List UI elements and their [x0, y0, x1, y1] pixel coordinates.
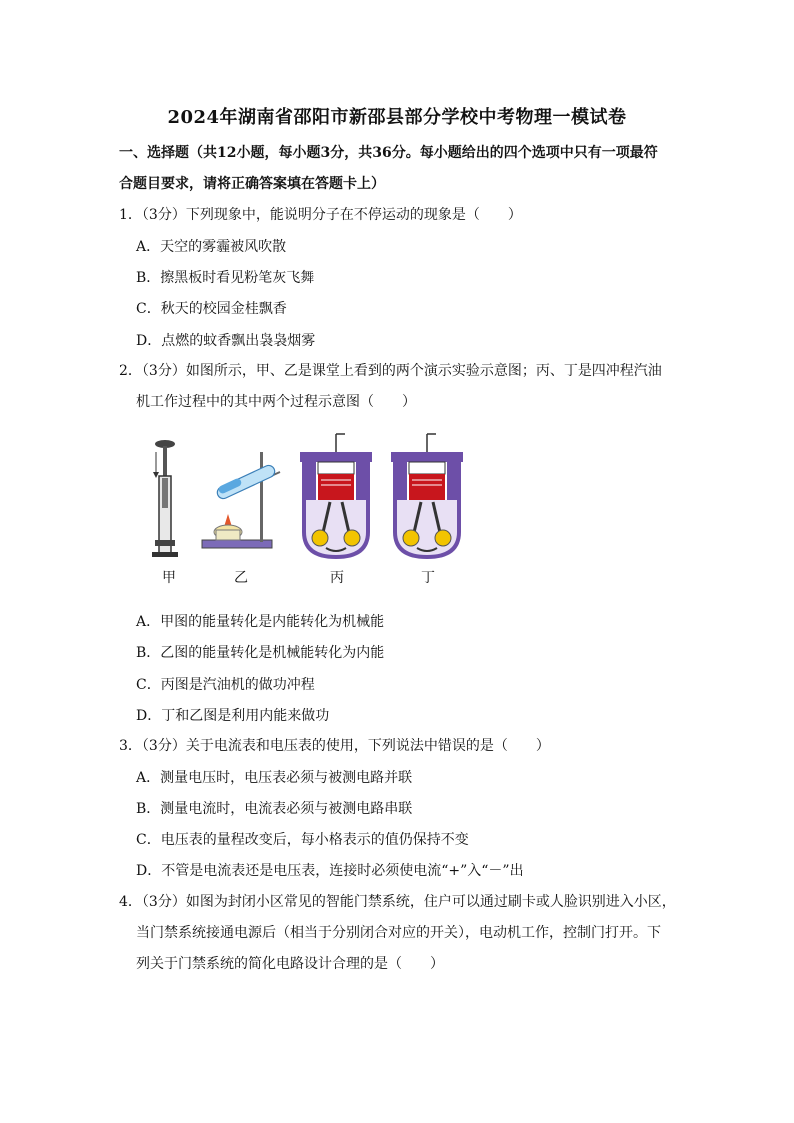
question-2-stem-line1: 2．（3分）如图所示，甲、乙是课堂上看到的两个演示实验示意图；丙、丁是四冲程汽油 [119, 363, 662, 379]
engine-stroke-diagram-bing [300, 434, 372, 557]
question-1-option-b: B．擦黑板时看见粉笔灰飞舞 [136, 270, 315, 286]
question-3-option-a: A．测量电压时，电压表必须与被测电路并联 [136, 770, 413, 786]
section-heading-line1: 一、选择题（共12小题，每小题3分，共36分。每小题给出的四个选项中只有一项最符 [119, 145, 658, 161]
page-title: 2024年湖南省邵阳市新邵县部分学校中考物理一模试卷 [167, 107, 627, 128]
figure-label-bing: 丙 [330, 570, 344, 586]
question-3-option-c: C．电压表的量程改变后，每小格表示的值仍保持不变 [136, 832, 469, 848]
question-1-option-c: C．秋天的校园金桂飘香 [136, 301, 287, 317]
question-4-stem-line1: 4．（3分）如图为封闭小区常见的智能门禁系统，住户可以通过刷卡或人脸识别进入小区， [119, 894, 676, 910]
question-3-stem: 3．（3分）关于电流表和电压表的使用，下列说法中错误的是（ ） [119, 738, 550, 754]
question-1-option-a: A．天空的雾霾被风吹散 [136, 239, 287, 255]
figure-label-jia: 甲 [162, 570, 176, 586]
section-heading-line2: 合题目要求，请将正确答案填在答题卡上） [119, 176, 385, 192]
question-2-option-c: C．丙图是汽油机的做功冲程 [136, 677, 315, 693]
figure-label-yi: 乙 [234, 570, 248, 586]
question-2-option-b: B．乙图的能量转化是机械能转化为内能 [136, 645, 385, 661]
figure-label-ding: 丁 [421, 570, 435, 586]
question-2-stem-line2: 机工作过程中的其中两个过程示意图（ ） [136, 394, 416, 410]
fire-syringe-diagram [152, 440, 178, 557]
question-3-option-b: B．测量电流时，电流表必须与被测电路串联 [136, 801, 413, 817]
question-1-stem: 1．（3分）下列现象中，能说明分子在不停运动的现象是（ ） [119, 207, 522, 223]
heating-test-tube-diagram [202, 452, 280, 548]
question-2-option-a: A．甲图的能量转化是内能转化为机械能 [136, 614, 385, 630]
question-4-stem-line3: 列关于门禁系统的简化电路设计合理的是（ ） [136, 956, 444, 972]
question-1-option-d: D．点燃的蚊香飘出袅袅烟雾 [136, 333, 316, 349]
question-2-option-d: D．丁和乙图是利用内能来做功 [136, 708, 330, 724]
question-4-stem-line2: 当门禁系统接通电源后（相当于分别闭合对应的开关），电动机工作，控制门打开。下 [136, 925, 661, 941]
engine-stroke-diagram-ding [391, 434, 463, 557]
question-3-option-d: D．不管是电流表还是电压表，连接时必须使电流“+”入“－”出 [136, 863, 524, 879]
